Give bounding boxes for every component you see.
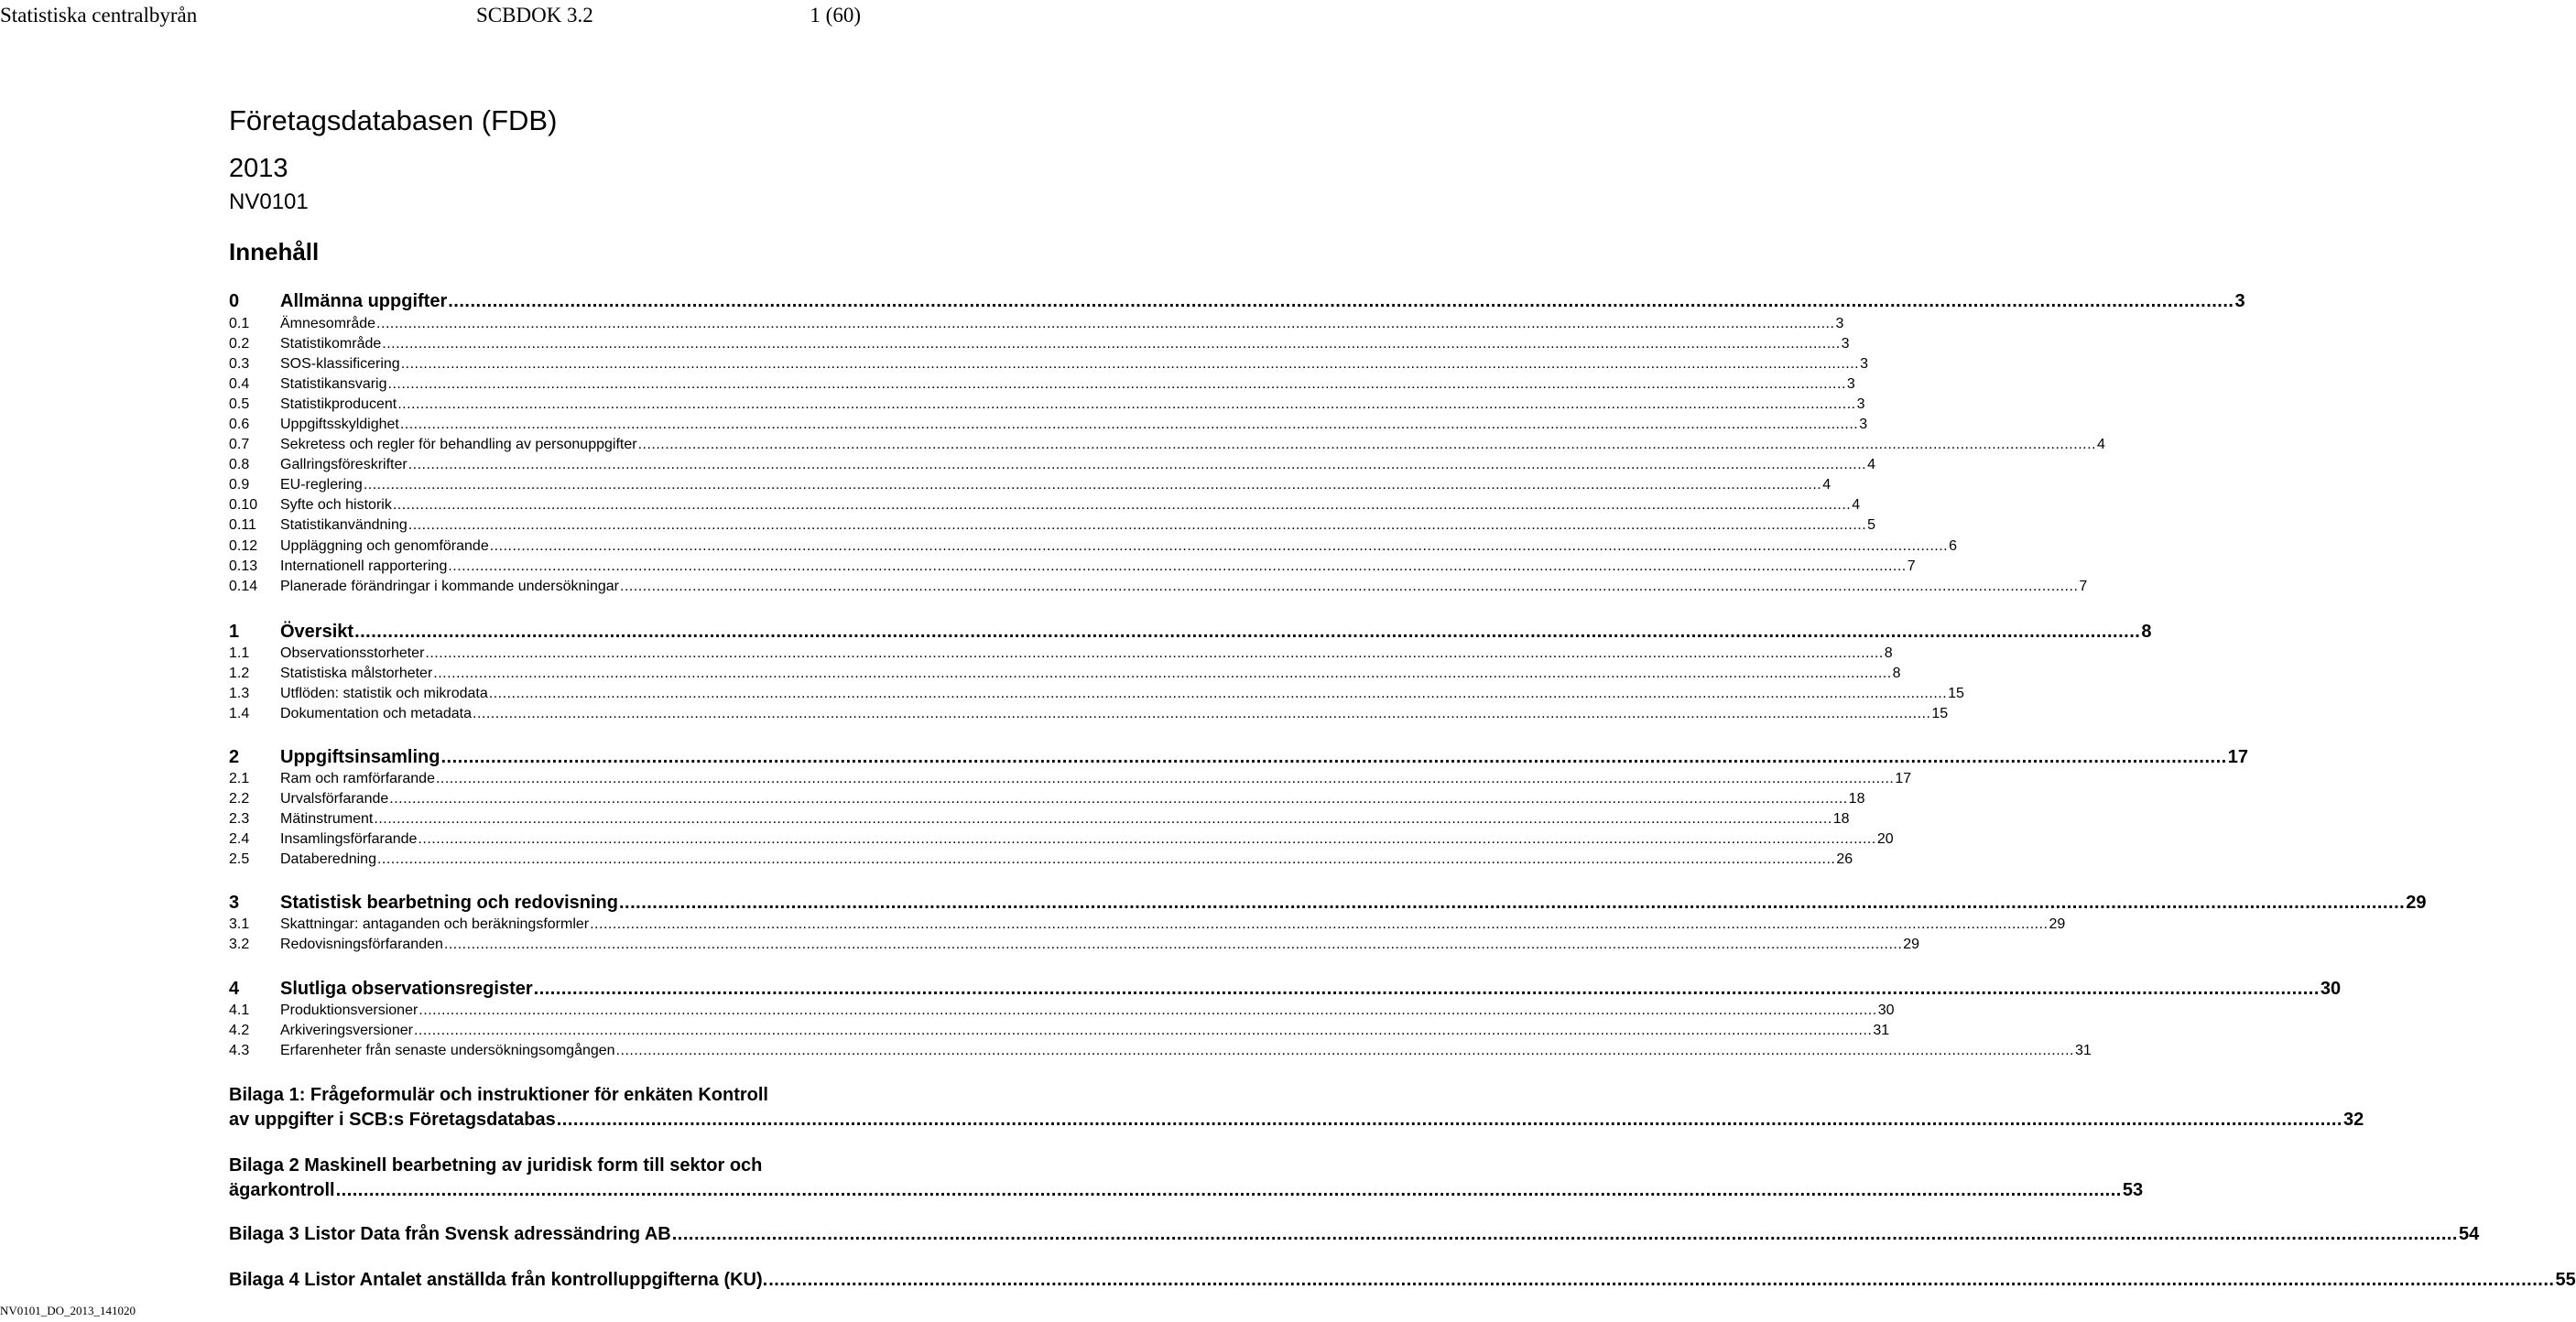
toc-label: Statistikområde [280, 336, 382, 352]
toc-number: 1.2 [229, 666, 250, 681]
toc-page: 7 [1907, 558, 1916, 574]
toc-leader: .................................................................................................................................................................................................................................................................................................................................. [400, 356, 1860, 372]
toc-leader: .................................................................................................................................................................................................................................................................................................................................. [408, 457, 1867, 472]
toc-leader: .................................................................................................................................................................................................................................................................................................................................. [618, 893, 2406, 913]
toc-entry-0-11[interactable] [229, 516, 1876, 535]
toc-entry-1[interactable] [229, 621, 2152, 643]
toc-appendix-1[interactable] [229, 1083, 2364, 1132]
toc-number: 0.1 [229, 316, 250, 331]
toc-number: 3.2 [229, 937, 250, 952]
toc-leader: .................................................................................................................................................................................................................................................................................................................................. [376, 851, 1836, 867]
toc-number: 3.1 [229, 916, 250, 932]
toc-leader: .................................................................................................................................................................................................................................................................................................................................. [448, 558, 1907, 574]
appendix-title-line: Bilaga 2 Maskinell bearbetning av juridisk form till sektor och [229, 1155, 763, 1176]
toc-label: Arkiveringsversioner [280, 1023, 413, 1038]
toc-page: 18 [1848, 791, 1865, 807]
toc-entry-0[interactable] [229, 290, 2245, 312]
toc-label: Sekretess och regler för behandling av personuppgifter [280, 437, 637, 452]
toc-label: Statistiska målstorheter [280, 666, 433, 681]
toc-entry-4-1[interactable] [229, 1002, 1895, 1020]
document-title: Företagsdatabasen (FDB) [229, 104, 558, 136]
toc-entry-0-12[interactable] [229, 537, 1958, 556]
toc-number: 2.2 [229, 791, 250, 807]
toc-number: 0.4 [229, 376, 250, 392]
toc-label: Ram och ramförfarande [280, 771, 435, 786]
toc-number: 3 [229, 893, 240, 913]
toc-leader: .................................................................................................................................................................................................................................................................................................................................. [389, 791, 1848, 807]
appendix-title-line: ägarkontroll [229, 1180, 335, 1200]
toc-label: Statistikansvarig [280, 376, 387, 392]
toc-page: 6 [1949, 538, 1958, 554]
toc-label: Produktionsversioner [280, 1002, 418, 1018]
toc-entry-1-3[interactable] [229, 685, 1964, 703]
toc-label: SOS-klassificering [280, 356, 400, 372]
toc-number: 1.4 [229, 706, 250, 721]
toc-number: 1.1 [229, 645, 250, 661]
toc-label: Utflöden: statistik och mikrodata [280, 686, 488, 701]
toc-leader: .................................................................................................................................................................................................................................................................................................................................. [374, 811, 1832, 827]
toc-leader: .................................................................................................................................................................................................................................................................................................................................. [397, 396, 1856, 412]
toc-entry-0-10[interactable] [229, 496, 1861, 515]
toc-entry-2-3[interactable] [229, 810, 1850, 829]
toc-leader: .................................................................................................................................................................................................................................................................................................................................. [408, 517, 1867, 533]
toc-leader: .................................................................................................................................................................................................................................................................................................................................. [418, 1002, 1877, 1018]
toc-entry-2[interactable] [229, 746, 2248, 768]
toc-leader: .................................................................................................................................................................................................................................................................................................................................. [448, 291, 2234, 311]
appendix-title-line: av uppgifter i SCB:s Företagsdatabas [229, 1110, 556, 1130]
toc-entry-4[interactable] [229, 978, 2342, 1000]
toc-page: 7 [2079, 579, 2088, 594]
toc-label: Ämnesområde [280, 316, 376, 331]
toc-leader: .................................................................................................................................................................................................................................................................................................................................. [590, 916, 2049, 932]
toc-entry-3-1[interactable] [229, 916, 2066, 934]
toc-label: Statistisk bearbetning och redovisning [280, 893, 618, 913]
toc-entry-0-2[interactable] [229, 335, 1850, 353]
toc-page: 5 [1867, 517, 1876, 533]
toc-page: 54 [2459, 1224, 2480, 1244]
toc-heading: Innehåll [229, 238, 320, 265]
toc-number: 0.7 [229, 437, 250, 452]
toc-entry-2-4[interactable] [229, 830, 1894, 849]
toc-label: Planerade förändringar i kommande undersökningar [280, 579, 619, 594]
toc-entry-4-2[interactable] [229, 1022, 1890, 1040]
toc-leader: .................................................................................................................................................................................................................................................................................................................................. [443, 937, 1903, 952]
toc-entry-0-4[interactable] [229, 375, 1855, 394]
toc-entry-3-2[interactable] [229, 936, 1920, 954]
toc-number: 2.1 [229, 771, 250, 786]
toc-label: EU-reglering [280, 477, 363, 493]
toc-entry-0-13[interactable] [229, 558, 1916, 576]
appendix-title-line: Bilaga 4 Listor Antalet anställda från kontrolluppgifterna (KU). [229, 1270, 768, 1290]
header-page-indicator: 1 (60) [810, 4, 861, 27]
toc-entry-0-6[interactable] [229, 416, 1868, 434]
toc-label: Mätinstrument [280, 811, 374, 827]
toc-page: 3 [2234, 291, 2245, 311]
toc-leader: .................................................................................................................................................................................................................................................................................................................................. [435, 771, 1895, 786]
toc-page: 4 [1852, 497, 1861, 513]
toc-label: Statistikanvändning [280, 517, 408, 533]
header-document-code: SCBDOK 3.2 [476, 4, 593, 27]
toc-page: 8 [1892, 666, 1901, 681]
toc-page: 20 [1876, 831, 1894, 847]
toc-page: 55 [2555, 1270, 2576, 1290]
toc-page: 8 [1884, 645, 1893, 661]
toc-leader: .................................................................................................................................................................................................................................................................................................................................. [413, 1023, 1873, 1038]
toc-label: Syfte och historik [280, 497, 392, 513]
toc-entry-2-2[interactable] [229, 790, 1865, 808]
toc-page: 30 [1877, 1002, 1895, 1018]
toc-page: 17 [1895, 771, 1912, 786]
toc-leader: .................................................................................................................................................................................................................................................................................................................................. [637, 437, 2096, 452]
toc-appendix-2[interactable] [229, 1154, 2144, 1203]
toc-page: 32 [2343, 1110, 2364, 1130]
toc-leader: .................................................................................................................................................................................................................................................................................................................................. [488, 686, 1948, 701]
document-year: 2013 [229, 154, 288, 183]
toc-leader: .................................................................................................................................................................................................................................................................................................................................. [418, 831, 1876, 847]
toc-page: 18 [1832, 811, 1850, 827]
toc-entry-0-5[interactable] [229, 396, 1865, 414]
toc-entry-2-1[interactable] [229, 770, 1912, 788]
toc-leader: .................................................................................................................................................................................................................................................................................................................................. [671, 1224, 2458, 1244]
toc-page: 8 [2141, 622, 2152, 642]
toc-number: 0.3 [229, 356, 250, 372]
toc-leader: .................................................................................................................................................................................................................................................................................................................................. [392, 497, 1852, 513]
toc-leader: .................................................................................................................................................................................................................................................................................................................................. [615, 1043, 2074, 1058]
toc-leader: .................................................................................................................................................................................................................................................................................................................................. [399, 417, 1859, 432]
toc-number: 4.3 [229, 1043, 250, 1058]
toc-page: 31 [2074, 1043, 2092, 1058]
toc-page: 3 [1835, 316, 1844, 331]
toc-leader: .................................................................................................................................................................................................................................................................................................................................. [473, 706, 1931, 721]
toc-leader: .................................................................................................................................................................................................................................................................................................................................. [556, 1110, 2342, 1130]
toc-label: Observationsstorheter [280, 645, 425, 661]
toc-label: Uppläggning och genomförande [280, 538, 489, 554]
toc-leader: .................................................................................................................................................................................................................................................................................................................................. [533, 979, 2320, 999]
toc-entry-4-3[interactable] [229, 1042, 2092, 1060]
toc-number: 1 [229, 622, 240, 642]
toc-page: 15 [1948, 686, 1964, 701]
toc-number: 0.5 [229, 396, 250, 412]
toc-leader: .................................................................................................................................................................................................................................................................................................................................. [376, 316, 1835, 331]
toc-entry-2-5[interactable] [229, 851, 1853, 869]
toc-page: 3 [1856, 396, 1865, 412]
toc-leader: .................................................................................................................................................................................................................................................................................................................................. [354, 622, 2141, 642]
toc-entry-1-2[interactable] [229, 665, 1901, 683]
footer-document-code: NV0101_DO_2013_141020 [0, 1304, 136, 1317]
toc-entry-0-8[interactable] [229, 456, 1875, 474]
appendix-title-line: Bilaga 3 Listor Data från Svensk adressändring AB [229, 1224, 671, 1244]
toc-number: 0.10 [229, 497, 258, 513]
toc-page: 29 [2406, 893, 2427, 913]
appendix-title-line: Bilaga 1: Frågeformulär och instruktioner för enkäten Kontroll [229, 1085, 768, 1105]
toc-number: 0.12 [229, 538, 258, 554]
toc-label: Urvalsförfarande [280, 791, 389, 807]
toc-label: Allmänna uppgifter [280, 291, 448, 311]
toc-number: 0 [229, 291, 240, 311]
toc-leader: .................................................................................................................................................................................................................................................................................................................................. [425, 645, 1884, 661]
toc-page: 31 [1873, 1023, 1890, 1038]
toc-number: 2 [229, 747, 240, 767]
toc-page: 29 [2049, 916, 2066, 932]
toc-leader: .................................................................................................................................................................................................................................................................................................................................. [363, 477, 1822, 493]
toc-label: Redovisningsförfaranden [280, 937, 443, 952]
toc-page: 4 [1822, 477, 1831, 493]
toc-number: 2.5 [229, 851, 250, 867]
toc-number: 0.2 [229, 336, 250, 352]
toc-leader: .................................................................................................................................................................................................................................................................................................................................. [768, 1270, 2555, 1290]
toc-number: 0.6 [229, 417, 250, 432]
toc-number: 2.4 [229, 831, 250, 847]
toc-label: Dokumentation och metadata [280, 706, 473, 721]
header-organization: Statistiska centralbyrån [0, 4, 198, 27]
toc-page: 3 [1860, 356, 1868, 372]
toc-number: 2.3 [229, 811, 250, 827]
toc-number: 0.13 [229, 558, 258, 574]
toc-label: Skattningar: antaganden och beräkningsformler [280, 916, 590, 932]
toc-entry-1-4[interactable] [229, 705, 1949, 723]
toc-leader: .................................................................................................................................................................................................................................................................................................................................. [489, 538, 1949, 554]
toc-page: 30 [2320, 979, 2342, 999]
toc-page: 17 [2227, 747, 2248, 767]
toc-label: Slutliga observationsregister [280, 979, 533, 999]
toc-leader: .................................................................................................................................................................................................................................................................................................................................. [440, 747, 2227, 767]
toc-leader: .................................................................................................................................................................................................................................................................................................................................. [620, 579, 2079, 594]
toc-number: 0.11 [229, 517, 256, 533]
toc-entry-0-14[interactable] [229, 578, 2088, 596]
toc-entry-3[interactable] [229, 892, 2427, 914]
toc-page: 15 [1931, 706, 1949, 721]
toc-page: 53 [2122, 1180, 2144, 1200]
toc-label: Databeredning [280, 851, 376, 867]
toc-page: 4 [1867, 457, 1875, 472]
toc-number: 4.2 [229, 1023, 250, 1038]
toc-page: 29 [1903, 937, 1920, 952]
toc-appendix-3[interactable] [229, 1222, 2480, 1247]
toc-label: Gallringsföreskrifter [280, 457, 408, 472]
toc-number: 0.8 [229, 457, 250, 472]
toc-label: Insamlingsförfarande [280, 831, 418, 847]
toc-entry-0-3[interactable] [229, 355, 1868, 374]
toc-leader: .................................................................................................................................................................................................................................................................................................................................. [387, 376, 1846, 392]
toc-page: 4 [2096, 437, 2105, 452]
toc-entry-0-9[interactable] [229, 476, 1831, 494]
toc-page: 3 [1859, 417, 1868, 432]
toc-page: 3 [1846, 376, 1855, 392]
toc-label: Uppgiftsskyldighet [280, 417, 399, 432]
toc-leader: .................................................................................................................................................................................................................................................................................................................................. [335, 1180, 2122, 1200]
toc-entry-0-7[interactable] [229, 436, 2105, 454]
toc-number: 4.1 [229, 1002, 250, 1018]
toc-entry-0-1[interactable] [229, 315, 1844, 333]
toc-label: Översikt [280, 622, 354, 642]
toc-number: 4 [229, 979, 240, 999]
toc-page: 3 [1841, 336, 1850, 352]
toc-leader: .................................................................................................................................................................................................................................................................................................................................. [433, 666, 1892, 681]
toc-label: Statistikproducent [280, 396, 397, 412]
toc-number: 0.14 [229, 579, 258, 594]
toc-label: Erfarenheter från senaste undersökningsomgången [280, 1043, 615, 1058]
toc-page: 26 [1836, 851, 1853, 867]
toc-appendix-4[interactable] [229, 1268, 2576, 1293]
toc-entry-1-1[interactable] [229, 645, 1893, 663]
toc-number: 1.3 [229, 686, 250, 701]
toc-label: Uppgiftsinsamling [280, 747, 440, 767]
toc-leader: .................................................................................................................................................................................................................................................................................................................................. [382, 336, 1841, 352]
toc-label: Internationell rapportering [280, 558, 448, 574]
document-code: NV0101 [229, 190, 309, 214]
toc-number: 0.9 [229, 477, 250, 493]
